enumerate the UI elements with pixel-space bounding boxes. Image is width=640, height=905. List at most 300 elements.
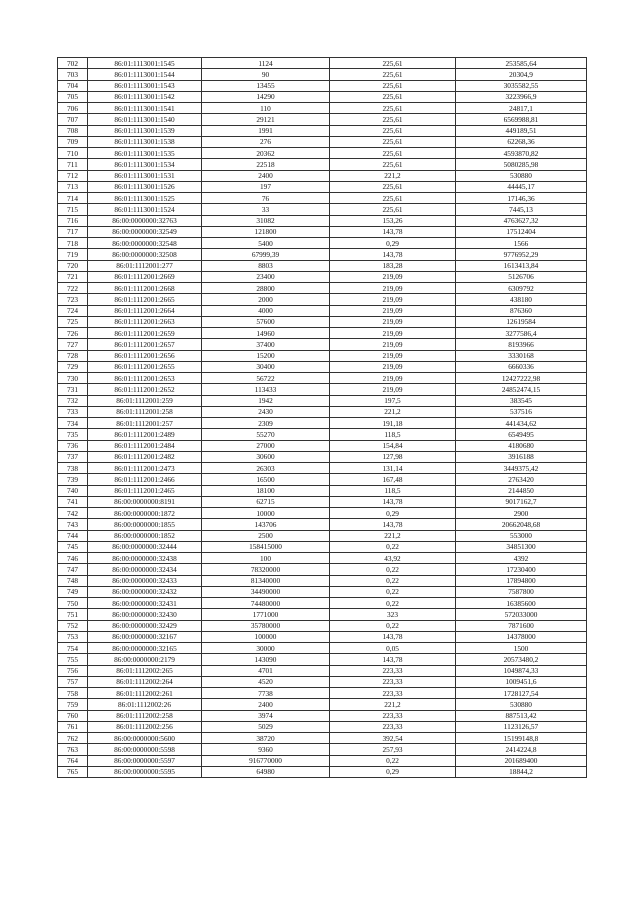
table-row xyxy=(58,406,587,417)
cadastral-value-cell: 572033000 xyxy=(456,609,587,620)
table-row xyxy=(58,328,587,339)
table-body xyxy=(58,58,587,778)
cadastral-value-cell: 7871600 xyxy=(456,620,587,631)
cadastral-value-cell: 2763420 xyxy=(456,474,587,485)
cadastral-number-cell: 86:00:0000000:32431 xyxy=(88,598,202,609)
unit-value-cell: 223,33 xyxy=(330,688,456,699)
table-row xyxy=(58,721,587,732)
row-number-cell: 761 xyxy=(58,721,88,732)
area-cell: 5029 xyxy=(202,721,330,732)
row-number-cell: 711 xyxy=(58,159,88,170)
row-number-cell: 747 xyxy=(58,564,88,575)
table-row xyxy=(58,609,587,620)
cadastral-number-cell: 86:01:1112001:2663 xyxy=(88,316,202,327)
cadastral-value-cell: 3223966,9 xyxy=(456,91,587,102)
area-cell: 197 xyxy=(202,181,330,192)
area-cell: 34490000 xyxy=(202,586,330,597)
area-cell: 23400 xyxy=(202,271,330,282)
table-row xyxy=(58,193,587,204)
row-number-cell: 738 xyxy=(58,463,88,474)
table-row xyxy=(58,530,587,541)
cadastral-number-cell: 86:01:1112001:2659 xyxy=(88,328,202,339)
cadastral-value-cell: 2900 xyxy=(456,508,587,519)
row-number-cell: 726 xyxy=(58,328,88,339)
cadastral-number-cell: 86:01:1113001:1525 xyxy=(88,193,202,204)
cadastral-number-cell: 86:01:1112001:2482 xyxy=(88,451,202,462)
row-number-cell: 744 xyxy=(58,530,88,541)
row-number-cell: 722 xyxy=(58,283,88,294)
cadastral-value-cell: 62268,36 xyxy=(456,136,587,147)
row-number-cell: 718 xyxy=(58,238,88,249)
cadastral-value-cell: 5080285,98 xyxy=(456,159,587,170)
table-row xyxy=(58,620,587,631)
area-cell: 113433 xyxy=(202,384,330,395)
row-number-cell: 730 xyxy=(58,373,88,384)
cadastral-number-cell: 86:01:1112002:261 xyxy=(88,688,202,699)
unit-value-cell: 221,2 xyxy=(330,406,456,417)
cadastral-value-cell: 553000 xyxy=(456,530,587,541)
table-row xyxy=(58,744,587,755)
table-row xyxy=(58,204,587,215)
cadastral-number-cell: 86:01:1112002:265 xyxy=(88,665,202,676)
row-number-cell: 720 xyxy=(58,260,88,271)
row-number-cell: 764 xyxy=(58,755,88,766)
cadastral-number-cell: 86:00:0000000:32167 xyxy=(88,631,202,642)
table-row xyxy=(58,373,587,384)
area-cell: 22518 xyxy=(202,159,330,170)
row-number-cell: 717 xyxy=(58,226,88,237)
cadastral-number-cell: 86:01:1112001:2657 xyxy=(88,339,202,350)
row-number-cell: 724 xyxy=(58,305,88,316)
row-number-cell: 755 xyxy=(58,654,88,665)
table-row xyxy=(58,271,587,282)
cadastral-number-cell: 86:00:0000000:1872 xyxy=(88,508,202,519)
row-number-cell: 756 xyxy=(58,665,88,676)
table-row xyxy=(58,350,587,361)
cadastral-number-cell: 86:01:1112001:2652 xyxy=(88,384,202,395)
cadastral-value-cell: 4593870,82 xyxy=(456,148,587,159)
area-cell: 10000 xyxy=(202,508,330,519)
row-number-cell: 760 xyxy=(58,710,88,721)
area-cell: 56722 xyxy=(202,373,330,384)
row-number-cell: 708 xyxy=(58,125,88,136)
unit-value-cell: 225,61 xyxy=(330,181,456,192)
cadastral-value-cell: 20304,9 xyxy=(456,69,587,80)
unit-value-cell: 219,09 xyxy=(330,328,456,339)
cadastral-number-cell: 86:01:1112001:2664 xyxy=(88,305,202,316)
table-row xyxy=(58,553,587,564)
cadastral-value-cell: 2414224,8 xyxy=(456,744,587,755)
table-row xyxy=(58,463,587,474)
table-row xyxy=(58,249,587,260)
table-row xyxy=(58,519,587,530)
cadastral-number-cell: 86:00:0000000:32432 xyxy=(88,586,202,597)
cadastral-number-cell: 86:01:1112001:2489 xyxy=(88,429,202,440)
row-number-cell: 706 xyxy=(58,103,88,114)
cadastral-value-cell: 1566 xyxy=(456,238,587,249)
cadastral-value-cell: 3277586,4 xyxy=(456,328,587,339)
row-number-cell: 737 xyxy=(58,451,88,462)
table-row xyxy=(58,755,587,766)
area-cell: 27000 xyxy=(202,440,330,451)
table-row xyxy=(58,283,587,294)
area-cell: 38720 xyxy=(202,733,330,744)
unit-value-cell: 221,2 xyxy=(330,699,456,710)
table-row xyxy=(58,114,587,125)
unit-value-cell: 143,78 xyxy=(330,249,456,260)
cadastral-value-cell: 3916188 xyxy=(456,451,587,462)
unit-value-cell: 225,61 xyxy=(330,91,456,102)
cadastral-value-cell: 530880 xyxy=(456,170,587,181)
unit-value-cell: 143,78 xyxy=(330,519,456,530)
cadastral-number-cell: 86:01:1112001:258 xyxy=(88,406,202,417)
unit-value-cell: 219,09 xyxy=(330,350,456,361)
unit-value-cell: 223,33 xyxy=(330,676,456,687)
cadastral-number-cell: 86:01:1113001:1531 xyxy=(88,170,202,181)
cadastral-number-cell: 86:01:1113001:1542 xyxy=(88,91,202,102)
area-cell: 110 xyxy=(202,103,330,114)
unit-value-cell: 219,09 xyxy=(330,305,456,316)
cadastral-number-cell: 86:01:1112001:2473 xyxy=(88,463,202,474)
cadastral-value-cell: 17894800 xyxy=(456,575,587,586)
cadastral-value-cell: 3449375,42 xyxy=(456,463,587,474)
unit-value-cell: 221,2 xyxy=(330,170,456,181)
unit-value-cell: 0,22 xyxy=(330,598,456,609)
row-number-cell: 765 xyxy=(58,766,88,777)
cadastral-number-cell: 86:01:1112001:259 xyxy=(88,395,202,406)
row-number-cell: 705 xyxy=(58,91,88,102)
cadastral-value-table xyxy=(57,57,587,778)
area-cell: 30400 xyxy=(202,361,330,372)
area-cell: 2400 xyxy=(202,699,330,710)
cadastral-number-cell: 86:00:0000000:32434 xyxy=(88,564,202,575)
unit-value-cell: 223,33 xyxy=(330,665,456,676)
table-row xyxy=(58,384,587,395)
area-cell: 15200 xyxy=(202,350,330,361)
table-row xyxy=(58,733,587,744)
cadastral-number-cell: 86:00:0000000:5598 xyxy=(88,744,202,755)
cadastral-value-cell: 16385600 xyxy=(456,598,587,609)
cadastral-value-cell: 530880 xyxy=(456,699,587,710)
table-row xyxy=(58,598,587,609)
unit-value-cell: 143,78 xyxy=(330,631,456,642)
cadastral-number-cell: 86:00:0000000:8191 xyxy=(88,496,202,507)
area-cell: 1124 xyxy=(202,58,330,69)
unit-value-cell: 167,48 xyxy=(330,474,456,485)
area-cell: 9360 xyxy=(202,744,330,755)
cadastral-number-cell: 86:00:0000000:32444 xyxy=(88,541,202,552)
cadastral-value-cell: 5126706 xyxy=(456,271,587,282)
unit-value-cell: 0,22 xyxy=(330,620,456,631)
unit-value-cell: 225,61 xyxy=(330,103,456,114)
area-cell: 3974 xyxy=(202,710,330,721)
row-number-cell: 735 xyxy=(58,429,88,440)
row-number-cell: 742 xyxy=(58,508,88,519)
unit-value-cell: 223,33 xyxy=(330,721,456,732)
unit-value-cell: 0,22 xyxy=(330,755,456,766)
area-cell: 2309 xyxy=(202,418,330,429)
cadastral-value-cell: 201689400 xyxy=(456,755,587,766)
unit-value-cell: 118,5 xyxy=(330,485,456,496)
cadastral-number-cell: 86:01:1112001:257 xyxy=(88,418,202,429)
unit-value-cell: 225,61 xyxy=(330,136,456,147)
row-number-cell: 746 xyxy=(58,553,88,564)
cadastral-value-cell: 2144850 xyxy=(456,485,587,496)
cadastral-value-cell: 441434,62 xyxy=(456,418,587,429)
area-cell: 57600 xyxy=(202,316,330,327)
unit-value-cell: 219,09 xyxy=(330,283,456,294)
cadastral-number-cell: 86:01:1112001:2653 xyxy=(88,373,202,384)
cadastral-number-cell: 86:01:1112001:277 xyxy=(88,260,202,271)
table-row xyxy=(58,508,587,519)
cadastral-number-cell: 86:01:1113001:1540 xyxy=(88,114,202,125)
table-row xyxy=(58,575,587,586)
cadastral-number-cell: 86:00:0000000:32430 xyxy=(88,609,202,620)
area-cell: 35780000 xyxy=(202,620,330,631)
table-row xyxy=(58,418,587,429)
area-cell: 2400 xyxy=(202,170,330,181)
row-number-cell: 762 xyxy=(58,733,88,744)
cadastral-number-cell: 86:01:1113001:1545 xyxy=(88,58,202,69)
area-cell: 8803 xyxy=(202,260,330,271)
table-row xyxy=(58,69,587,80)
unit-value-cell: 225,61 xyxy=(330,69,456,80)
area-cell: 1771000 xyxy=(202,609,330,620)
table-row xyxy=(58,339,587,350)
unit-value-cell: 225,61 xyxy=(330,204,456,215)
row-number-cell: 736 xyxy=(58,440,88,451)
area-cell: 90 xyxy=(202,69,330,80)
table-row xyxy=(58,226,587,237)
cadastral-value-cell: 44445,17 xyxy=(456,181,587,192)
table-row xyxy=(58,699,587,710)
cadastral-value-cell: 1500 xyxy=(456,643,587,654)
cadastral-value-cell: 17146,36 xyxy=(456,193,587,204)
cadastral-value-cell: 1613413,84 xyxy=(456,260,587,271)
row-number-cell: 703 xyxy=(58,69,88,80)
row-number-cell: 753 xyxy=(58,631,88,642)
table-row xyxy=(58,429,587,440)
row-number-cell: 727 xyxy=(58,339,88,350)
unit-value-cell: 43,92 xyxy=(330,553,456,564)
area-cell: 4701 xyxy=(202,665,330,676)
table-row xyxy=(58,541,587,552)
cadastral-value-cell: 6549495 xyxy=(456,429,587,440)
cadastral-value-cell: 3035582,55 xyxy=(456,80,587,91)
unit-value-cell: 0,29 xyxy=(330,766,456,777)
row-number-cell: 745 xyxy=(58,541,88,552)
area-cell: 29121 xyxy=(202,114,330,125)
cadastral-value-cell: 1009451,6 xyxy=(456,676,587,687)
area-cell: 30600 xyxy=(202,451,330,462)
cadastral-value-cell: 14378000 xyxy=(456,631,587,642)
cadastral-value-cell: 15199148,8 xyxy=(456,733,587,744)
unit-value-cell: 131,14 xyxy=(330,463,456,474)
unit-value-cell: 223,33 xyxy=(330,710,456,721)
unit-value-cell: 0,22 xyxy=(330,586,456,597)
row-number-cell: 740 xyxy=(58,485,88,496)
area-cell: 2500 xyxy=(202,530,330,541)
cadastral-number-cell: 86:01:1112001:2665 xyxy=(88,294,202,305)
row-number-cell: 741 xyxy=(58,496,88,507)
unit-value-cell: 219,09 xyxy=(330,384,456,395)
cadastral-number-cell: 86:01:1112001:2484 xyxy=(88,440,202,451)
unit-value-cell: 219,09 xyxy=(330,316,456,327)
table-row xyxy=(58,496,587,507)
unit-value-cell: 221,2 xyxy=(330,530,456,541)
area-cell: 16500 xyxy=(202,474,330,485)
row-number-cell: 719 xyxy=(58,249,88,260)
row-number-cell: 707 xyxy=(58,114,88,125)
row-number-cell: 752 xyxy=(58,620,88,631)
area-cell: 13455 xyxy=(202,80,330,91)
unit-value-cell: 219,09 xyxy=(330,339,456,350)
row-number-cell: 716 xyxy=(58,215,88,226)
row-number-cell: 758 xyxy=(58,688,88,699)
cadastral-value-cell: 24817,1 xyxy=(456,103,587,114)
cadastral-number-cell: 86:00:0000000:32165 xyxy=(88,643,202,654)
table-row xyxy=(58,766,587,777)
unit-value-cell: 225,61 xyxy=(330,193,456,204)
row-number-cell: 748 xyxy=(58,575,88,586)
area-cell: 143090 xyxy=(202,654,330,665)
cadastral-value-cell: 20573480,2 xyxy=(456,654,587,665)
cadastral-number-cell: 86:00:0000000:1852 xyxy=(88,530,202,541)
table-row xyxy=(58,238,587,249)
area-cell: 55270 xyxy=(202,429,330,440)
cadastral-value-cell: 449189,51 xyxy=(456,125,587,136)
unit-value-cell: 219,09 xyxy=(330,271,456,282)
row-number-cell: 721 xyxy=(58,271,88,282)
unit-value-cell: 143,78 xyxy=(330,226,456,237)
cadastral-number-cell: 86:01:1112002:258 xyxy=(88,710,202,721)
cadastral-value-cell: 537516 xyxy=(456,406,587,417)
table-row xyxy=(58,654,587,665)
table-row xyxy=(58,136,587,147)
area-cell: 121800 xyxy=(202,226,330,237)
table-row xyxy=(58,125,587,136)
table-row xyxy=(58,564,587,575)
table-row xyxy=(58,294,587,305)
row-number-cell: 751 xyxy=(58,609,88,620)
unit-value-cell: 197,5 xyxy=(330,395,456,406)
cadastral-value-cell: 6569988,81 xyxy=(456,114,587,125)
unit-value-cell: 225,61 xyxy=(330,80,456,91)
cadastral-number-cell: 86:00:0000000:5595 xyxy=(88,766,202,777)
area-cell: 276 xyxy=(202,136,330,147)
row-number-cell: 714 xyxy=(58,193,88,204)
cadastral-value-cell: 20662048,68 xyxy=(456,519,587,530)
cadastral-number-cell: 86:00:0000000:32429 xyxy=(88,620,202,631)
cadastral-number-cell: 86:01:1112002:26 xyxy=(88,699,202,710)
area-cell: 33 xyxy=(202,204,330,215)
table-row xyxy=(58,58,587,69)
unit-value-cell: 0,05 xyxy=(330,643,456,654)
area-cell: 62715 xyxy=(202,496,330,507)
row-number-cell: 750 xyxy=(58,598,88,609)
table-row xyxy=(58,395,587,406)
row-number-cell: 728 xyxy=(58,350,88,361)
cadastral-number-cell: 86:01:1113001:1544 xyxy=(88,69,202,80)
area-cell: 78320000 xyxy=(202,564,330,575)
cadastral-value-cell: 4180680 xyxy=(456,440,587,451)
unit-value-cell: 154,84 xyxy=(330,440,456,451)
cadastral-number-cell: 86:01:1112001:2656 xyxy=(88,350,202,361)
table-row xyxy=(58,316,587,327)
area-cell: 2430 xyxy=(202,406,330,417)
area-cell: 20362 xyxy=(202,148,330,159)
area-cell: 143706 xyxy=(202,519,330,530)
table-row xyxy=(58,665,587,676)
table-row xyxy=(58,103,587,114)
cadastral-number-cell: 86:00:0000000:2179 xyxy=(88,654,202,665)
cadastral-number-cell: 86:00:0000000:32438 xyxy=(88,553,202,564)
area-cell: 14960 xyxy=(202,328,330,339)
table-row xyxy=(58,440,587,451)
area-cell: 14290 xyxy=(202,91,330,102)
cadastral-value-cell: 1049874,33 xyxy=(456,665,587,676)
row-number-cell: 734 xyxy=(58,418,88,429)
cadastral-value-cell: 6660336 xyxy=(456,361,587,372)
cadastral-number-cell: 86:01:1112001:2465 xyxy=(88,485,202,496)
cadastral-number-cell: 86:01:1112002:256 xyxy=(88,721,202,732)
unit-value-cell: 191,18 xyxy=(330,418,456,429)
cadastral-value-cell: 1728127,54 xyxy=(456,688,587,699)
table-row xyxy=(58,451,587,462)
area-cell: 30000 xyxy=(202,643,330,654)
cadastral-value-cell: 1123126,57 xyxy=(456,721,587,732)
cadastral-value-cell: 17512404 xyxy=(456,226,587,237)
cadastral-number-cell: 86:01:1113001:1526 xyxy=(88,181,202,192)
cadastral-number-cell: 86:00:0000000:32763 xyxy=(88,215,202,226)
area-cell: 1942 xyxy=(202,395,330,406)
unit-value-cell: 153,26 xyxy=(330,215,456,226)
row-number-cell: 712 xyxy=(58,170,88,181)
cadastral-value-cell: 438180 xyxy=(456,294,587,305)
cadastral-value-cell: 6309792 xyxy=(456,283,587,294)
cadastral-value-cell: 34851300 xyxy=(456,541,587,552)
row-number-cell: 733 xyxy=(58,406,88,417)
cadastral-value-cell: 887513,42 xyxy=(456,710,587,721)
area-cell: 2000 xyxy=(202,294,330,305)
row-number-cell: 759 xyxy=(58,699,88,710)
cadastral-value-cell: 9017162,7 xyxy=(456,496,587,507)
unit-value-cell: 219,09 xyxy=(330,373,456,384)
area-cell: 100000 xyxy=(202,631,330,642)
unit-value-cell: 118,5 xyxy=(330,429,456,440)
table-row xyxy=(58,361,587,372)
cadastral-number-cell: 86:01:1112001:2466 xyxy=(88,474,202,485)
cadastral-value-cell: 4763627,32 xyxy=(456,215,587,226)
cadastral-number-cell: 86:00:0000000:32508 xyxy=(88,249,202,260)
cadastral-number-cell: 86:01:1112001:2669 xyxy=(88,271,202,282)
cadastral-value-cell: 12427222,98 xyxy=(456,373,587,384)
area-cell: 64980 xyxy=(202,766,330,777)
table-row xyxy=(58,80,587,91)
cadastral-value-cell: 24852474,15 xyxy=(456,384,587,395)
cadastral-number-cell: 86:00:0000000:5600 xyxy=(88,733,202,744)
table-row xyxy=(58,170,587,181)
unit-value-cell: 225,61 xyxy=(330,159,456,170)
table-row xyxy=(58,586,587,597)
cadastral-number-cell: 86:01:1113001:1535 xyxy=(88,148,202,159)
row-number-cell: 749 xyxy=(58,586,88,597)
table-row xyxy=(58,474,587,485)
row-number-cell: 704 xyxy=(58,80,88,91)
cadastral-value-cell: 17230400 xyxy=(456,564,587,575)
cadastral-number-cell: 86:00:0000000:32549 xyxy=(88,226,202,237)
cadastral-value-cell: 8193966 xyxy=(456,339,587,350)
